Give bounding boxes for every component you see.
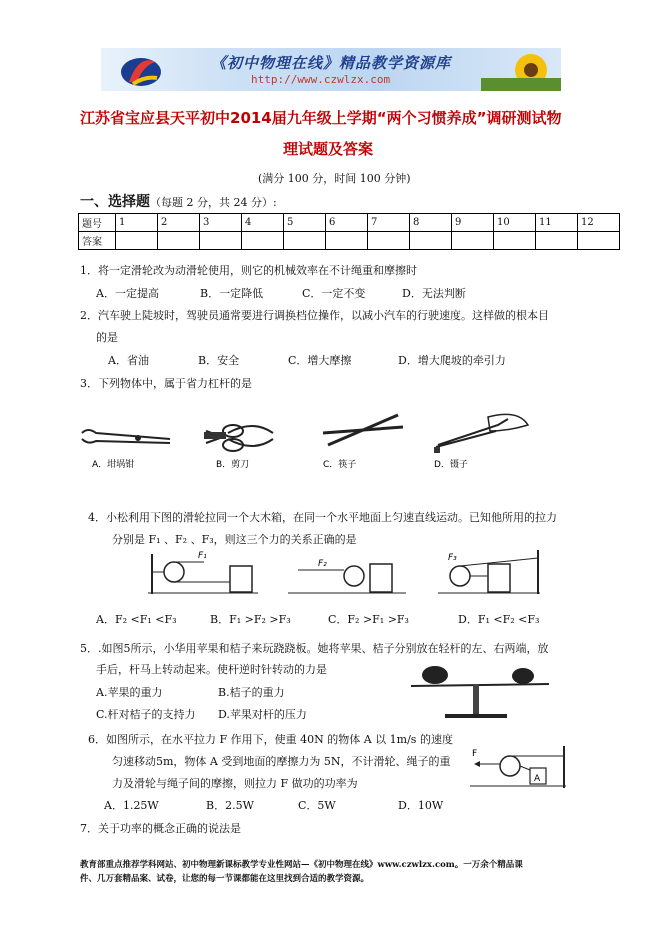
footer-line1: 教育部重点推荐学科网站、初中物理新课标教学专业性网站—《初中物理在线》www.czwlzx.com。一万余个精品课 bbox=[80, 860, 523, 870]
q4-text-line1: 4．小松利用下图的滑轮拉同一个大木箱，在同一个水平地面上匀速直线运动。已知他所用的拉力 bbox=[88, 511, 557, 524]
sunflower-image bbox=[481, 48, 561, 91]
table-cell: 3 bbox=[200, 214, 242, 232]
q6-block-label: A bbox=[534, 774, 541, 784]
answer-cell[interactable] bbox=[116, 232, 158, 250]
q2-option-c: C．增大摩擦 bbox=[288, 354, 352, 367]
q2-text-line1: 2．汽车驶上陡坡时，驾驶员通常要进行调换档位操作，以减小汽车的行驶速度。这样做的根本目 bbox=[80, 309, 549, 322]
q4-force-f3: F₃ bbox=[448, 553, 457, 563]
q5-seesaw-figure bbox=[405, 660, 555, 720]
q2-option-b: B．安全 bbox=[198, 354, 240, 367]
q4-option-d: D．F₁ <F₂ <F₃ bbox=[458, 613, 540, 626]
table-cell: 9 bbox=[452, 214, 494, 232]
table-cell: 答案 bbox=[79, 232, 116, 250]
table-cell: 8 bbox=[410, 214, 452, 232]
q5-option-a: A.苹果的重力 bbox=[96, 686, 163, 699]
q3-figure-label-b: B．剪刀 bbox=[216, 460, 250, 470]
apple-shape bbox=[422, 666, 448, 684]
q6-option-b: B．2.5W bbox=[206, 799, 254, 812]
table-cell: 题号 bbox=[79, 214, 116, 232]
q5-option-c: C.杆对桔子的支持力 bbox=[96, 708, 196, 721]
pulley-figure-3 bbox=[438, 550, 540, 594]
q6-option-c: C．5W bbox=[298, 799, 336, 812]
table-cell: 12 bbox=[578, 214, 620, 232]
page-title-line2: 理试题及答案 bbox=[283, 140, 374, 158]
answer-cell[interactable] bbox=[494, 232, 536, 250]
chopsticks-figure bbox=[323, 415, 403, 445]
q4-option-b: B．F₁ >F₂ >F₃ bbox=[210, 613, 291, 626]
table-row bbox=[79, 232, 620, 250]
site-banner bbox=[101, 48, 561, 91]
table-cell: 2 bbox=[158, 214, 200, 232]
q2-option-d: D．增大爬坡的牵引力 bbox=[398, 354, 506, 367]
table-cell: 4 bbox=[242, 214, 284, 232]
q3-figure-label-a: A．坩埚钳 bbox=[92, 460, 135, 470]
q3-figure-label-c: C．筷子 bbox=[323, 460, 357, 470]
q6-pulley-figure bbox=[470, 742, 570, 792]
pulley-figure-2 bbox=[288, 559, 406, 593]
q1-option-c: C．一定不变 bbox=[302, 287, 366, 300]
q4-force-f1: F₁ bbox=[198, 551, 207, 561]
table-cell: 1 bbox=[116, 214, 158, 232]
table-cell: 7 bbox=[368, 214, 410, 232]
q3-lever-figures bbox=[78, 405, 578, 475]
section-heading-note: （每题 2 分，共 24 分）: bbox=[150, 196, 277, 209]
site-logo bbox=[111, 48, 171, 91]
answer-cell[interactable] bbox=[158, 232, 200, 250]
table-cell: 11 bbox=[536, 214, 578, 232]
answer-cell[interactable] bbox=[284, 232, 326, 250]
answer-table bbox=[78, 213, 620, 250]
answer-cell[interactable] bbox=[200, 232, 242, 250]
q6-text-line1: 6．如图所示，在水平拉力 F 作用下，使重 40N 的物体 A 以 1m/s 的速度 bbox=[88, 733, 453, 746]
q6-text-line2: 匀速移动5m，物体 A 受到地面的摩擦力为 5N，不计滑轮、绳子的重 bbox=[112, 755, 451, 768]
q4-force-f2: F₂ bbox=[318, 559, 327, 569]
orange-shape bbox=[512, 668, 534, 684]
exam-info: (满分 100 分，时间 100 分钟) bbox=[258, 172, 411, 185]
q4-pulley-figures bbox=[148, 548, 548, 598]
answer-cell[interactable] bbox=[452, 232, 494, 250]
table-cell: 5 bbox=[284, 214, 326, 232]
table-cell: 6 bbox=[326, 214, 368, 232]
table-row bbox=[79, 214, 620, 232]
answer-cell[interactable] bbox=[326, 232, 368, 250]
q5-text-line1: 5．.如图5所示，小华用苹果和桔子来玩跷跷板。她将苹果、桔子分别放在轻杆的左、右两端，放 bbox=[80, 642, 549, 655]
table-cell: 10 bbox=[494, 214, 536, 232]
footer-line2: 件、几万套精品案、试卷，让您的每一节课都能在这里找到合适的教学资源。 bbox=[80, 874, 370, 884]
crucible-tongs-figure bbox=[82, 430, 170, 443]
q5-text-line2: 手后，杆马上转动起来。使杆逆时针转动的力是 bbox=[96, 663, 327, 676]
q1-option-a: A．一定提高 bbox=[96, 287, 159, 300]
section-heading bbox=[80, 191, 277, 211]
answer-cell[interactable] bbox=[410, 232, 452, 250]
q4-option-a: A．F₂ <F₁ <F₃ bbox=[96, 613, 177, 626]
q7-text: 7．关于功率的概念正确的说法是 bbox=[80, 822, 241, 835]
tweezers-figure bbox=[434, 414, 528, 453]
answer-cell[interactable] bbox=[536, 232, 578, 250]
q5-option-d: D.苹果对杆的压力 bbox=[218, 708, 307, 721]
q2-text-line2: 的是 bbox=[96, 331, 118, 344]
q2-option-a: A．省油 bbox=[108, 354, 149, 367]
answer-cell[interactable] bbox=[242, 232, 284, 250]
banner-title: 《初中物理在线》精品教学资源库 bbox=[211, 54, 452, 72]
page-title-line1: 江苏省宝应县天平初中2014届九年级上学期“两个习惯养成”调研测试物 bbox=[80, 109, 562, 127]
answer-cell[interactable] bbox=[368, 232, 410, 250]
q6-text-line3: 力及滑轮与绳子间的摩擦，则拉力 F 做功的功率为 bbox=[112, 777, 358, 790]
q5-option-b: B.桔子的重力 bbox=[218, 686, 285, 699]
q6-option-a: A．1.25W bbox=[104, 799, 159, 812]
pulley-figure-1 bbox=[148, 551, 258, 594]
q4-option-c: C．F₂ >F₁ >F₃ bbox=[328, 613, 409, 626]
q6-force-label: F bbox=[472, 749, 478, 759]
q6-option-d: D．10W bbox=[398, 799, 444, 812]
q4-text-line2: 分别是 F₁ 、F₂ 、F₃，则这三个力的关系正确的是 bbox=[112, 533, 357, 546]
answer-cell[interactable] bbox=[578, 232, 620, 250]
q1-option-d: D．无法判断 bbox=[402, 287, 466, 300]
q3-figure-label-d: D．镊子 bbox=[434, 460, 468, 470]
section-heading-label: 一、选择题 bbox=[80, 194, 150, 210]
q1-option-b: B．一定降低 bbox=[200, 287, 264, 300]
q3-text: 3．下列物体中，属于省力杠杆的是 bbox=[80, 377, 252, 390]
banner-url: http://www.czwlzx.com bbox=[251, 73, 391, 86]
q1-text: 1．将一定滑轮改为动滑轮使用，则它的机械效率在不计绳重和摩擦时 bbox=[80, 264, 417, 277]
